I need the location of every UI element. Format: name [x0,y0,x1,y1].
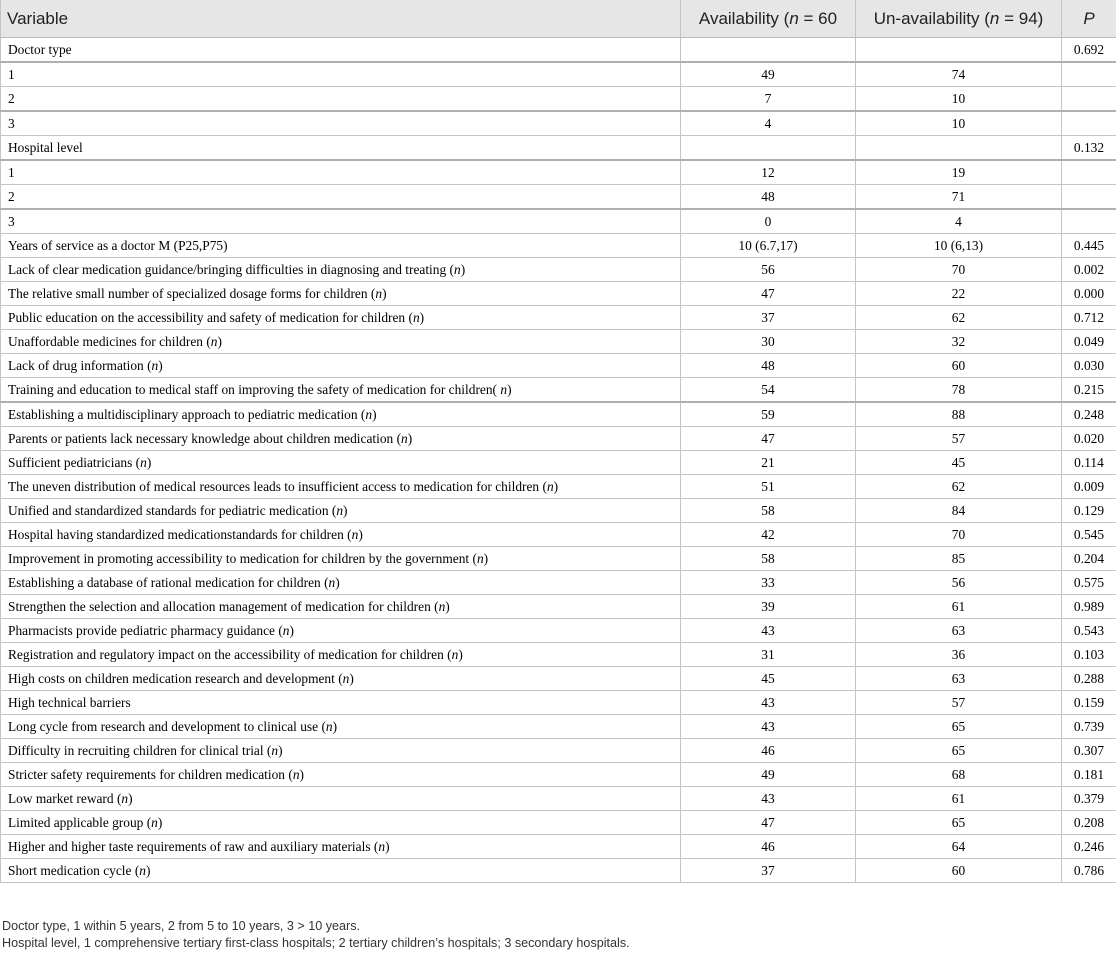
cell-variable: Short medication cycle (n) [1,859,681,883]
cell-availability: 49 [681,763,856,787]
cell-variable: Long cycle from research and development to clinical use (n) [1,715,681,739]
cell-availability: 37 [681,859,856,883]
table-row [1,667,1116,691]
table-row [1,595,1116,619]
table-row [1,209,1116,234]
cell-variable: Limited applicable group (n) [1,811,681,835]
cell-availability: 37 [681,306,856,330]
cell-unavailability: 70 [856,258,1062,282]
cell-unavailability: 68 [856,763,1062,787]
cell-availability: 43 [681,715,856,739]
cell-unavailability: 56 [856,571,1062,595]
table-row [1,643,1116,667]
table-row [1,547,1116,571]
cell-unavailability: 45 [856,451,1062,475]
cell-p-value: 0.545 [1062,523,1116,547]
cell-p-value: 0.989 [1062,595,1116,619]
cell-unavailability: 60 [856,859,1062,883]
cell-variable: Stricter safety requirements for children medication (n) [1,763,681,787]
cell-unavailability: 65 [856,739,1062,763]
cell-variable: Difficulty in recruiting children for clinical trial (n) [1,739,681,763]
cell-unavailability: 63 [856,619,1062,643]
cell-variable: The relative small number of specialized dosage forms for children (n) [1,282,681,306]
cell-p-value: 0.002 [1062,258,1116,282]
cell-unavailability: 85 [856,547,1062,571]
cell-availability: 12 [681,160,856,185]
cell-variable: 2 [1,185,681,210]
cell-unavailability: 10 [856,87,1062,112]
cell-unavailability: 57 [856,691,1062,715]
table-row [1,427,1116,451]
cell-p-value: 0.445 [1062,234,1116,258]
table-row [1,619,1116,643]
cell-availability: 46 [681,835,856,859]
cell-availability: 33 [681,571,856,595]
table-row [1,571,1116,595]
cell-p-value: 0.379 [1062,787,1116,811]
cell-variable: Public education on the accessibility and safety of medication for children (n) [1,306,681,330]
cell-p-value: 0.103 [1062,643,1116,667]
cell-availability: 54 [681,378,856,403]
cell-p-value: 0.692 [1062,38,1116,63]
cell-p-value [1062,185,1116,210]
table-row [1,185,1116,210]
cell-availability: 4 [681,111,856,136]
table-row [1,811,1116,835]
table-row [1,787,1116,811]
cell-variable: Hospital having standardized medicationstandards for children (n) [1,523,681,547]
table-row [1,258,1116,282]
cell-variable: High technical barriers [1,691,681,715]
cell-variable: Unified and standardized standards for pediatric medication (n) [1,499,681,523]
table-row [1,451,1116,475]
cell-availability: 58 [681,499,856,523]
cell-availability: 48 [681,185,856,210]
table-row [1,739,1116,763]
cell-variable: Hospital level [1,136,681,161]
cell-availability: 59 [681,402,856,427]
cell-unavailability: 57 [856,427,1062,451]
table-row [1,38,1116,63]
cell-unavailability [856,38,1062,63]
cell-availability: 51 [681,475,856,499]
table-row [1,402,1116,427]
cell-p-value: 0.288 [1062,667,1116,691]
cell-unavailability: 19 [856,160,1062,185]
table-row [1,859,1116,883]
cell-p-value: 0.215 [1062,378,1116,403]
cell-availability: 49 [681,62,856,87]
cell-variable: 1 [1,62,681,87]
cell-p-value: 0.129 [1062,499,1116,523]
cell-unavailability: 65 [856,715,1062,739]
footnote-doctor-type: Doctor type, 1 within 5 years, 2 from 5 to 10 years, 3 > 10 years. [2,919,361,933]
cell-unavailability: 64 [856,835,1062,859]
table-row [1,835,1116,859]
cell-unavailability: 88 [856,402,1062,427]
cell-unavailability: 62 [856,475,1062,499]
table-row [1,763,1116,787]
cell-unavailability: 36 [856,643,1062,667]
table-row [1,234,1116,258]
cell-variable: 3 [1,111,681,136]
table-row [1,160,1116,185]
cell-unavailability: 71 [856,185,1062,210]
cell-variable: Pharmacists provide pediatric pharmacy guidance (n) [1,619,681,643]
table-row [1,306,1116,330]
table-row [1,378,1116,403]
cell-availability: 56 [681,258,856,282]
cell-variable: Registration and regulatory impact on the accessibility of medication for children (n) [1,643,681,667]
cell-p-value: 0.132 [1062,136,1116,161]
table-row [1,354,1116,378]
table-row [1,136,1116,161]
table-row [1,87,1116,112]
table-row [1,62,1116,87]
cell-unavailability: 10 [856,111,1062,136]
table-row [1,523,1116,547]
table-row [1,111,1116,136]
cell-p-value: 0.208 [1062,811,1116,835]
header-variable: Variable [1,0,681,38]
cell-p-value: 0.000 [1062,282,1116,306]
cell-variable: Unaffordable medicines for children (n) [1,330,681,354]
table-row [1,282,1116,306]
cell-unavailability: 22 [856,282,1062,306]
cell-availability: 47 [681,427,856,451]
cell-variable: The uneven distribution of medical resources leads to insufficient access to medication for children (n) [1,475,681,499]
cell-variable: Training and education to medical staff on improving the safety of medication for children( n) [1,378,681,403]
cell-unavailability [856,136,1062,161]
cell-unavailability: 61 [856,595,1062,619]
cell-p-value [1062,62,1116,87]
cell-variable: 3 [1,209,681,234]
cell-variable: Parents or patients lack necessary knowledge about children medication (n) [1,427,681,451]
cell-p-value: 0.020 [1062,427,1116,451]
cell-variable: 1 [1,160,681,185]
cell-p-value: 0.543 [1062,619,1116,643]
cell-unavailability: 74 [856,62,1062,87]
cell-unavailability: 61 [856,787,1062,811]
cell-p-value: 0.181 [1062,763,1116,787]
cell-availability: 43 [681,619,856,643]
cell-unavailability: 10 (6,13) [856,234,1062,258]
cell-variable: Establishing a database of rational medication for children (n) [1,571,681,595]
cell-availability: 39 [681,595,856,619]
cell-unavailability: 84 [856,499,1062,523]
cell-unavailability: 62 [856,306,1062,330]
cell-unavailability: 63 [856,667,1062,691]
cell-variable: Low market reward (n) [1,787,681,811]
header-p: P [1062,0,1116,38]
cell-availability: 47 [681,811,856,835]
cell-p-value: 0.307 [1062,739,1116,763]
cell-unavailability: 60 [856,354,1062,378]
cell-availability [681,38,856,63]
cell-variable: Lack of clear medication guidance/bringing difficulties in diagnosing and treating (n) [1,258,681,282]
cell-availability: 43 [681,691,856,715]
cell-availability: 48 [681,354,856,378]
cell-availability: 0 [681,209,856,234]
table-row [1,691,1116,715]
cell-p-value: 0.204 [1062,547,1116,571]
cell-variable: Strengthen the selection and allocation management of medication for children (n) [1,595,681,619]
cell-availability: 10 (6.7,17) [681,234,856,258]
table-body [1,38,1116,883]
cell-availability: 43 [681,787,856,811]
cell-availability [681,136,856,161]
cell-p-value: 0.009 [1062,475,1116,499]
cell-variable: Higher and higher taste requirements of raw and auxiliary materials (n) [1,835,681,859]
cell-availability: 7 [681,87,856,112]
cell-variable: High costs on children medication research and development (n) [1,667,681,691]
header-unavailability: Un-availability (n = 94) [856,0,1062,38]
cell-p-value: 0.712 [1062,306,1116,330]
cell-variable: Establishing a multidisciplinary approach to pediatric medication (n) [1,402,681,427]
cell-p-value [1062,111,1116,136]
cell-variable: Lack of drug information (n) [1,354,681,378]
cell-p-value: 0.786 [1062,859,1116,883]
cell-p-value [1062,209,1116,234]
cell-unavailability: 70 [856,523,1062,547]
cell-p-value: 0.049 [1062,330,1116,354]
cell-availability: 58 [681,547,856,571]
cell-unavailability: 65 [856,811,1062,835]
footnote-hospital-level: Hospital level, 1 comprehensive tertiary first-class hospitals; 2 tertiary children’s hospitals; 3 secondary hospitals. [2,936,630,950]
cell-p-value: 0.248 [1062,402,1116,427]
cell-unavailability: 32 [856,330,1062,354]
cell-variable: Sufficient pediatricians (n) [1,451,681,475]
cell-availability: 31 [681,643,856,667]
cell-availability: 21 [681,451,856,475]
cell-p-value: 0.159 [1062,691,1116,715]
cell-p-value: 0.575 [1062,571,1116,595]
cell-availability: 45 [681,667,856,691]
cell-p-value: 0.030 [1062,354,1116,378]
cell-p-value: 0.246 [1062,835,1116,859]
header-row [1,0,1116,38]
cell-availability: 47 [681,282,856,306]
cell-variable: 2 [1,87,681,112]
table-footnotes [2,918,630,952]
cell-variable: Doctor type [1,38,681,63]
cell-unavailability: 78 [856,378,1062,403]
table-row [1,330,1116,354]
header-availability: Availability (n = 60 [681,0,856,38]
cell-p-value [1062,160,1116,185]
cell-p-value: 0.114 [1062,451,1116,475]
cell-p-value [1062,87,1116,112]
cell-unavailability: 4 [856,209,1062,234]
cell-availability: 46 [681,739,856,763]
cell-availability: 30 [681,330,856,354]
table-row [1,499,1116,523]
cell-availability: 42 [681,523,856,547]
table-row [1,475,1116,499]
table-row [1,715,1116,739]
cell-variable: Years of service as a doctor M (P25,P75) [1,234,681,258]
cell-variable: Improvement in promoting accessibility to medication for children by the government (n) [1,547,681,571]
cell-p-value: 0.739 [1062,715,1116,739]
